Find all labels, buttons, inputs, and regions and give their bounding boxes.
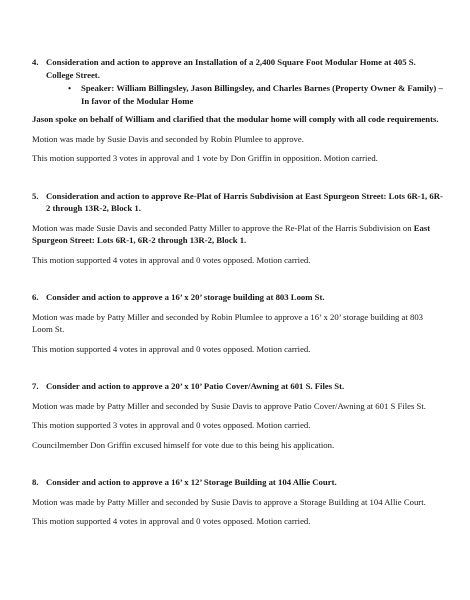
agenda-item-heading — [32, 476, 444, 489]
motion-text: Motion was made by Susie Davis and seconded by Robin Plumlee to approve. — [32, 133, 304, 144]
speaker-bullet — [32, 82, 444, 107]
motion-text-prefix: Motion was made Susie Davis and seconded Patty Miller to approve the Re-Plat of the Harris Subdivision on — [32, 222, 414, 233]
vote-result: This motion supported 4 votes in approval and 0 votes opposed. Motion carried. — [32, 343, 311, 354]
agenda-item-title: Consideration and action to approve an Installation of a 2,400 Square Foot Modular Home at 405 S. College Street. — [46, 57, 416, 80]
agenda-item-title: Consider and action to approve a 16’ x 12’ Storage Building at 104 Allie Court. — [46, 477, 337, 487]
agenda-item-heading — [32, 291, 444, 304]
agenda-item-title: Consider and action to approve a 20’ x 10’ Patio Cover/Awning at 601 S. Files St. — [46, 381, 345, 391]
vote-result: This motion supported 4 votes in approval and 0 votes opposed. Motion carried. — [32, 516, 311, 526]
vote-result: This motion supported 3 votes in approval and 1 vote by Don Griffin in opposition. Motion carried. — [32, 153, 378, 163]
agenda-item-heading — [32, 380, 444, 393]
vote-result: This motion supported 3 votes in approval and 0 votes opposed. Motion carried. — [32, 420, 311, 430]
agenda-item-7 — [32, 380, 444, 451]
discussion-note: Jason spoke on behalf of William and clarified that the modular home will comply with all code requirements. — [32, 114, 439, 124]
motion-text — [32, 222, 444, 247]
agenda-item-number: 8. — [32, 477, 39, 487]
agenda-item-number: 6. — [32, 292, 39, 302]
bullet-icon: • — [68, 83, 72, 93]
agenda-item-6 — [32, 291, 444, 355]
speaker-text: Speaker: William Billingsley, Jason Billingsley, and Charles Barnes (Property Owner & Family) – In favor of the Modular Home — [81, 83, 443, 106]
vote-result: This motion supported 4 votes in approval and 0 votes opposed. Motion carried. — [32, 254, 311, 265]
motion-text: Motion was made by Patty Miller and seconded by Susie Davis to approve Patio Cover/Awning at 601 S Files St. — [32, 400, 426, 411]
agenda-item-heading — [32, 190, 444, 215]
agenda-item-heading — [32, 56, 444, 81]
agenda-item-number: 4. — [32, 57, 39, 67]
agenda-item-title: Consideration and action to approve Re-Plat of Harris Subdivision at East Spurgeon Street: Lots 6R-1, 6R-2 through 13R-2, Block 1. — [46, 190, 443, 213]
agenda-item-title: Consider and action to approve a 16’ x 20’ storage building at 803 Loom St. — [46, 292, 325, 302]
motion-text: Motion was made by Patty Miller and seconded by Susie Davis to approve a Storage Building at 104 Allie Court. — [32, 496, 426, 507]
motion-text: Motion was made by Patty Miller and seconded by Robin Plumlee to approve a 16’ x 20’ storage building at 803 Loom St. — [32, 311, 424, 334]
agenda-item-number: 7. — [32, 381, 39, 391]
motion-text-bold: East Spurgeon Street: Lots 6R-1, 6R-2 through 13R-2, Block 1. — [32, 222, 431, 245]
recusal-note: Councilmember Don Griffin excused himself for vote due to this being his application. — [32, 439, 335, 450]
agenda-item-5 — [32, 190, 444, 267]
agenda-item-8 — [32, 476, 444, 528]
agenda-item-4 — [32, 56, 444, 165]
agenda-item-number: 5. — [32, 190, 39, 201]
